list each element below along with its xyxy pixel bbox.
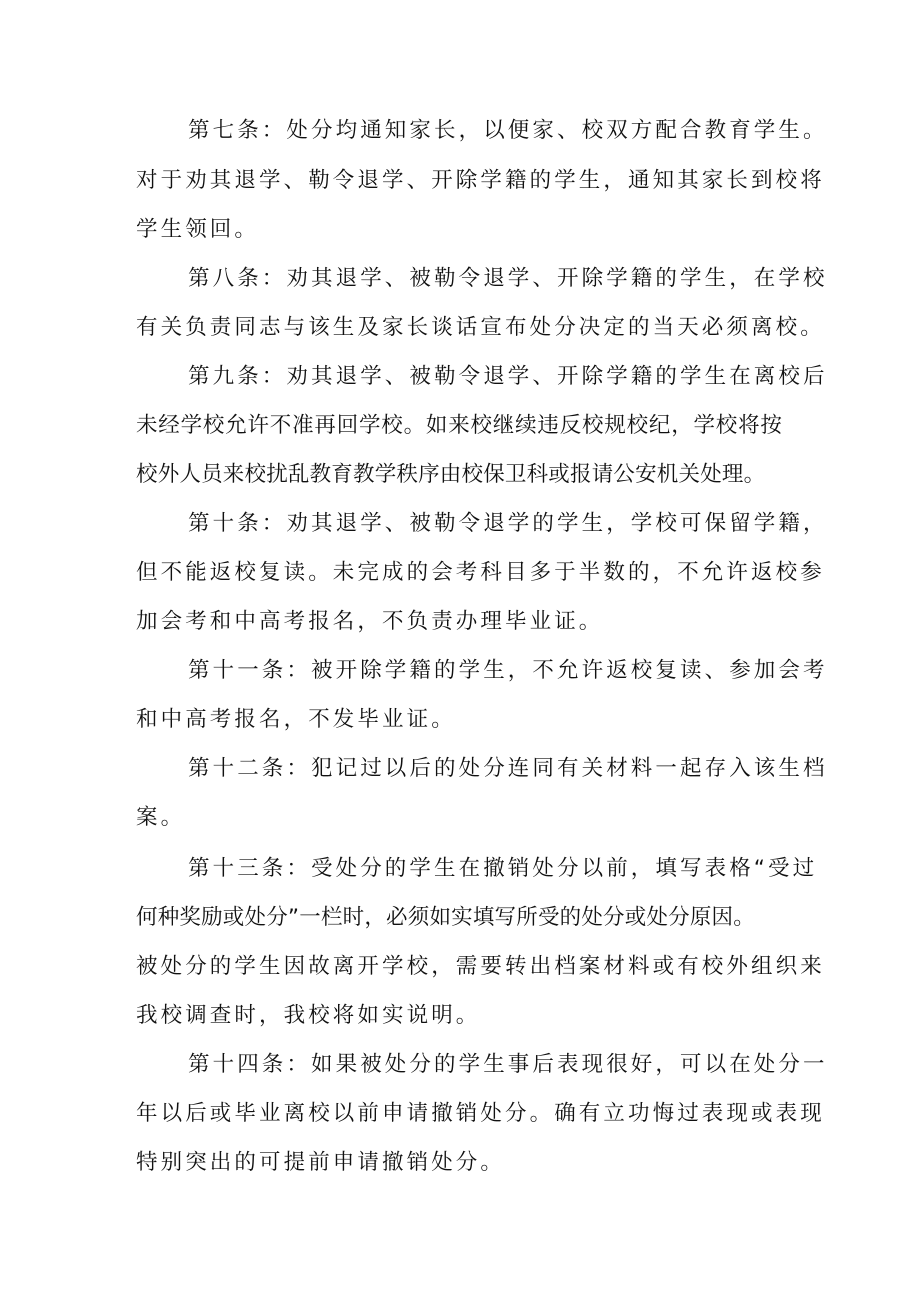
article-8-line-2: 有关负责同志与该生及家长谈话宣布处分决定的当天必须离校。	[136, 315, 825, 340]
article-14-line-1: 第十四条：如果被处分的学生事后表现很好，可以在处分一	[188, 1052, 828, 1077]
article-7-line-3: 学生领回。	[136, 217, 260, 242]
article-9-line-2: 未经学校允许不准再回学校。如来校继续违反校规校纪，学校将按	[136, 413, 783, 438]
article-9-line-1: 第九条：劝其退学、被勒令退学、开除学籍的学生在离校后	[188, 364, 828, 389]
article-9-line-3: 校外人员来校扰乱教育教学秩序由校保卫科或报请公安机关处理。	[136, 462, 766, 487]
article-7-line-1: 第七条：处分均通知家长，以便家、校双方配合教育学生。	[188, 118, 828, 143]
article-10-line-1: 第十条：劝其退学、被勒令退学的学生，学校可保留学籍，	[188, 511, 828, 536]
article-11-line-1: 第十一条：被开除学籍的学生，不允许返校复读、参加会考	[188, 658, 828, 683]
article-10-line-2: 但不能返校复读。未完成的会考科目多于半数的，不允许返校参	[136, 560, 825, 585]
article-11-line-2: 和中高考报名，不发毕业证。	[136, 707, 456, 732]
article-10-line-3: 加会考和中高考报名，不负责办理毕业证。	[136, 609, 604, 634]
article-13-line-1: 第十三条：受处分的学生在撤销处分以前，填写表格“受过	[188, 856, 818, 881]
article-13-line-2: 何种奖励或处分”一栏时，必须如实填写所受的处分或处分原因。	[136, 905, 755, 930]
article-14-line-2: 年以后或毕业离校以前申请撤销处分。确有立功悔过表现或表现	[136, 1101, 825, 1126]
article-8-line-1: 第八条：劝其退学、被勒令退学、开除学籍的学生，在学校	[188, 266, 828, 291]
article-13-line-3: 被处分的学生因故离开学校，需要转出档案材料或有校外组织来	[136, 954, 825, 979]
article-14-line-3: 特别突出的可提前申请撤销处分。	[136, 1150, 506, 1175]
article-7-line-2: 对于劝其退学、勒令退学、开除学籍的学生，通知其家长到校将	[136, 168, 825, 193]
article-13-line-4: 我校调查时，我校将如实说明。	[136, 1003, 481, 1028]
article-12-line-1: 第十二条：犯记过以后的处分连同有关材料一起存入该生档	[188, 756, 828, 781]
article-12-line-2: 案。	[136, 805, 186, 830]
